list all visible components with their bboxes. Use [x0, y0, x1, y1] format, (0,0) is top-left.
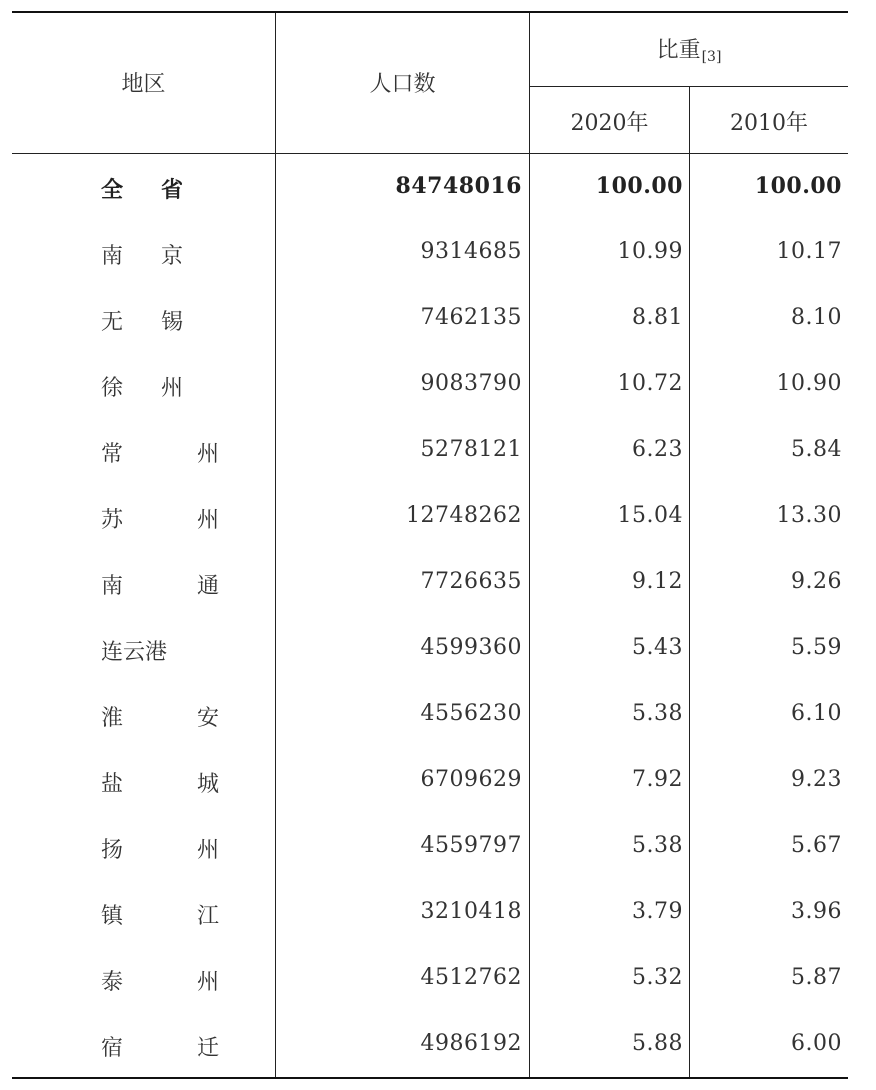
header-population: 人口数: [369, 72, 436, 97]
region-name: [101, 569, 219, 600]
table-row: [12, 220, 848, 286]
region-name-part: 盐: [101, 772, 124, 797]
table-row: [12, 880, 848, 946]
share-2020-value: 7.92: [632, 767, 683, 792]
region-name-part: 迁: [197, 1036, 220, 1061]
population-value: 3210418: [420, 899, 522, 924]
region-name: [101, 1031, 219, 1062]
population-value: 6709629: [420, 767, 522, 792]
region-name-part: 州: [197, 508, 220, 533]
table-row: [12, 814, 848, 880]
table-row: [12, 418, 848, 484]
region-name-part: 常: [101, 442, 124, 467]
table-top-rule: [12, 11, 848, 13]
population-value: 4986192: [420, 1031, 522, 1056]
region-name-part: 州: [197, 838, 220, 863]
region-name-part: 泰: [101, 970, 124, 995]
region-name-part: 州: [197, 970, 220, 995]
table-row: [12, 682, 848, 748]
region-name-part: 京: [161, 244, 184, 269]
share-2020-value: 5.38: [632, 833, 683, 858]
population-value: 4559797: [420, 833, 522, 858]
population-value: 7726635: [420, 569, 522, 594]
region-name: [101, 173, 183, 204]
table-row: [12, 1012, 848, 1078]
region-name: [101, 767, 219, 798]
header-year-2010: 2010年: [730, 111, 808, 136]
header-share: [530, 33, 848, 64]
table-row: [12, 616, 848, 682]
share-2020-value: 5.43: [632, 635, 683, 660]
share-2010-value: 3.96: [791, 899, 842, 924]
share-2020-value: 100.00: [595, 173, 683, 199]
region-name-part: 州: [161, 376, 184, 401]
table-row: [12, 154, 848, 220]
region-name-part: 安: [197, 706, 220, 731]
population-value: 84748016: [395, 173, 522, 199]
population-value: 9314685: [420, 239, 522, 264]
region-name: [101, 965, 219, 996]
share-2010-value: 5.87: [791, 965, 842, 990]
share-2010-value: 100.00: [754, 173, 842, 199]
region-name-part: 南: [101, 244, 124, 269]
population-value: 4599360: [420, 635, 522, 660]
share-2010-value: 6.10: [791, 701, 842, 726]
region-name: [101, 503, 219, 534]
share-2020-value: 10.72: [617, 371, 683, 396]
share-2010-value: 8.10: [791, 305, 842, 330]
population-value: 12748262: [406, 503, 522, 528]
header-share-label: 比重: [656, 38, 701, 63]
share-2010-value: 6.00: [791, 1031, 842, 1056]
region-name: [101, 437, 219, 468]
header-year-2020: 2020年: [570, 111, 649, 136]
region-name-part: 苏: [101, 508, 124, 533]
region-name-part: 徐: [101, 376, 124, 401]
table-row: [12, 550, 848, 616]
region-name-part: 无: [101, 310, 124, 335]
region-name-part: 锡: [161, 310, 184, 335]
share-2020-value: 6.23: [632, 437, 683, 462]
table-row: [12, 946, 848, 1012]
share-2020-value: 8.81: [632, 305, 683, 330]
region-name-part: 连云港: [101, 640, 168, 665]
table-row: [12, 748, 848, 814]
population-value: 5278121: [420, 437, 522, 462]
header-region: 地区: [121, 72, 166, 97]
region-name-part: 全: [101, 177, 124, 203]
table-row: [12, 352, 848, 418]
share-2020-value: 10.99: [617, 239, 683, 264]
region-name-part: 镇: [101, 904, 124, 929]
share-2010-value: 9.23: [791, 767, 842, 792]
share-2020-value: 5.88: [632, 1031, 683, 1056]
share-2010-value: 5.84: [791, 437, 842, 462]
region-name: [101, 635, 167, 666]
share-2010-value: 5.67: [791, 833, 842, 858]
region-name-part: 江: [197, 904, 220, 929]
share-2010-value: 10.17: [776, 239, 842, 264]
population-value: 9083790: [420, 371, 522, 396]
population-value: 4512762: [420, 965, 522, 990]
region-name-part: 省: [161, 177, 184, 203]
region-name-part: 淮: [101, 706, 124, 731]
region-name-part: 州: [197, 442, 220, 467]
share-2010-value: 13.30: [776, 503, 842, 528]
share-2010-value: 5.59: [791, 635, 842, 660]
share-2020-value: 9.12: [632, 569, 683, 594]
share-2010-value: 9.26: [791, 569, 842, 594]
region-name: [101, 899, 219, 930]
region-name: [101, 305, 183, 336]
population-table: [12, 11, 848, 1080]
share-2020-value: 5.32: [632, 965, 683, 990]
table-row: [12, 484, 848, 550]
region-name-part: 南: [101, 574, 124, 599]
footnote-marker: [3]: [701, 49, 722, 65]
region-name-part: 宿: [101, 1036, 124, 1061]
region-name-part: 扬: [101, 838, 124, 863]
region-name-part: 城: [197, 772, 220, 797]
share-2020-value: 5.38: [632, 701, 683, 726]
population-value: 7462135: [420, 305, 522, 330]
region-name: [101, 701, 219, 732]
region-name: [101, 239, 183, 270]
share-2020-value: 3.79: [632, 899, 683, 924]
table-body: [12, 154, 848, 1078]
table-row: [12, 286, 848, 352]
share-2010-value: 10.90: [776, 371, 842, 396]
population-value: 4556230: [420, 701, 522, 726]
region-name: [101, 833, 219, 864]
share-2020-value: 15.04: [617, 503, 683, 528]
region-name: [101, 371, 183, 402]
region-name-part: 通: [197, 574, 220, 599]
